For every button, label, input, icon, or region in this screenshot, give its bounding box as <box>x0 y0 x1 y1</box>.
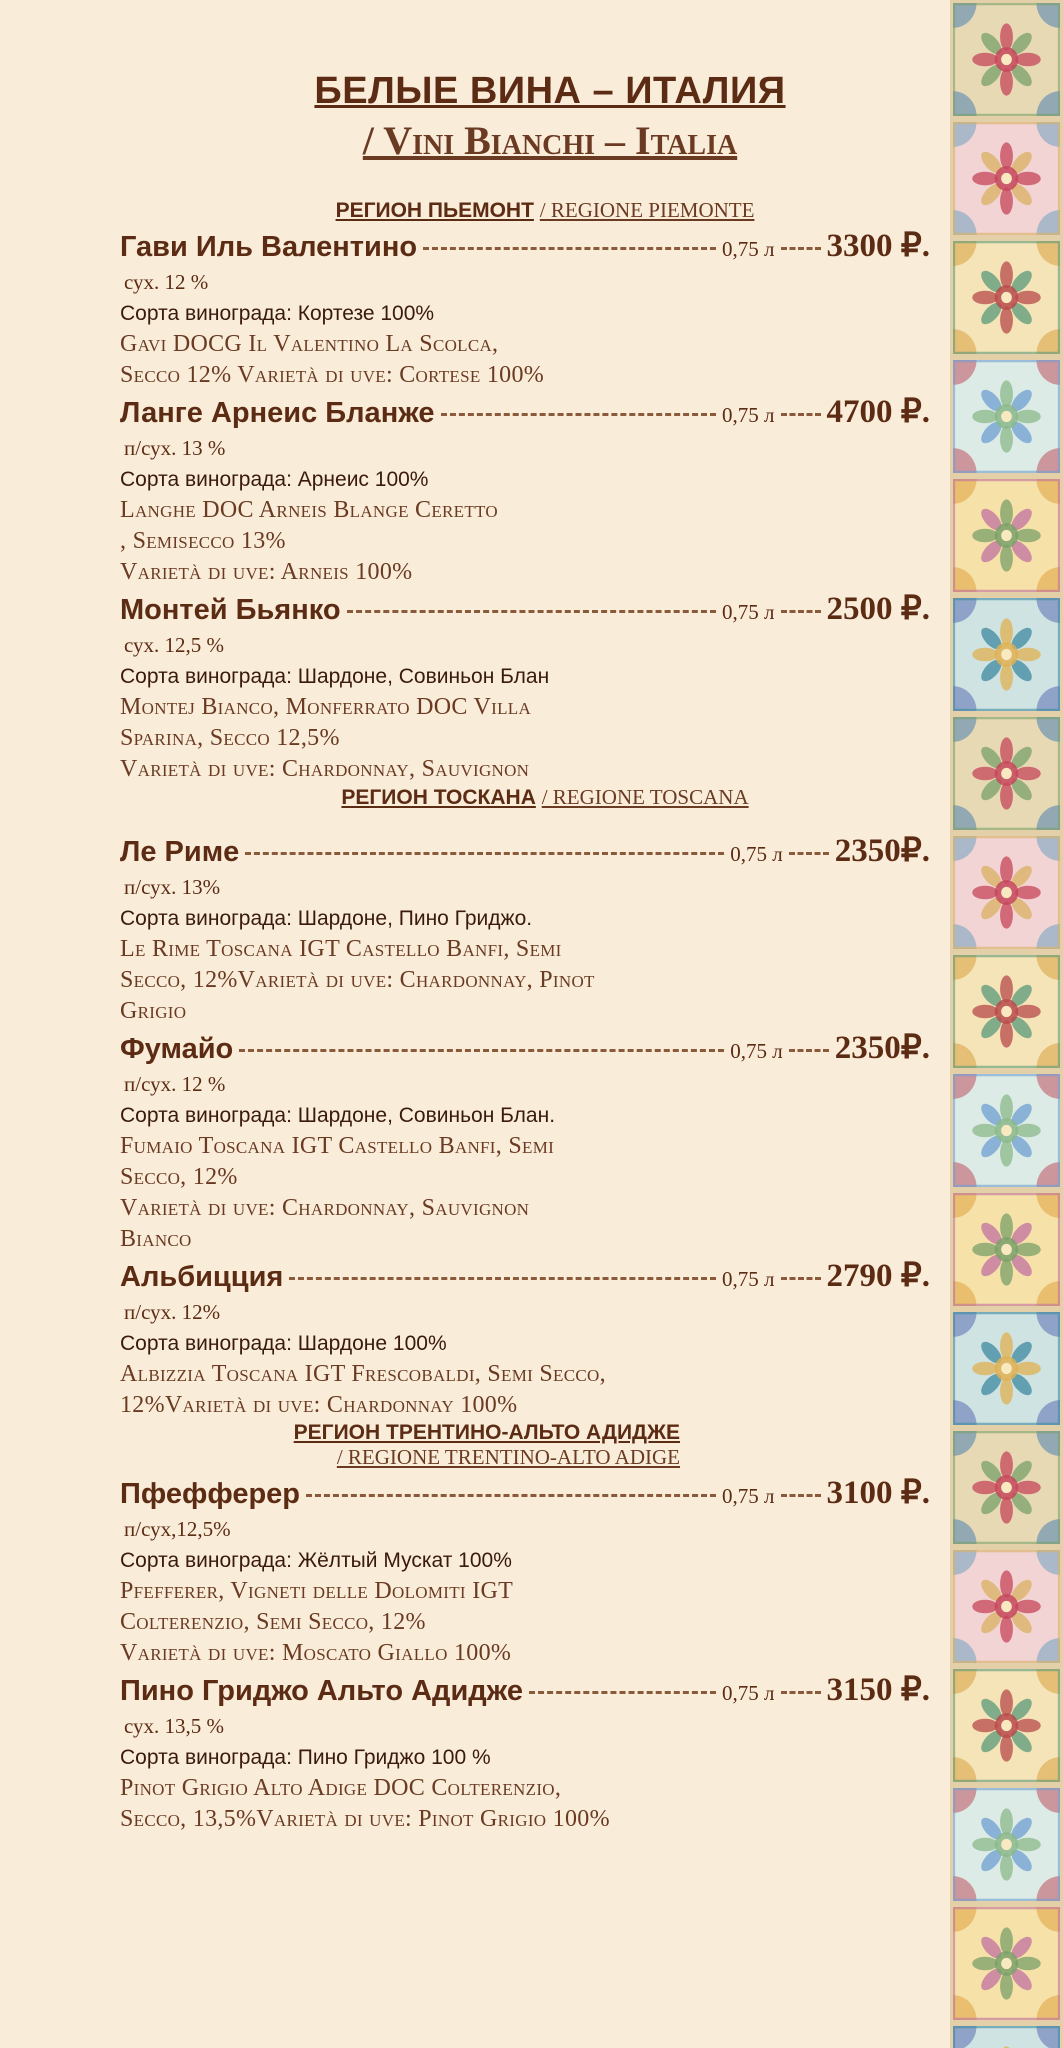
wine-name: Монтей Бьянко <box>120 594 341 626</box>
majolica-tile-icon <box>950 1666 1063 1785</box>
wine-name: Ле Риме <box>120 836 240 868</box>
leader-dots <box>781 610 821 613</box>
wine-grapes: Сорта винограда: Кортезе 100% <box>120 302 435 325</box>
majolica-tile-icon <box>950 595 1063 714</box>
wine-description-it: 12%Varietà di uve: Chardonnay 100% <box>120 1392 518 1418</box>
wine-item <box>120 225 930 391</box>
majolica-tile-icon <box>950 1309 1063 1428</box>
region-toscana <box>120 785 930 1421</box>
wine-item <box>120 1027 930 1255</box>
wine-volume: 0,75 л <box>730 1039 783 1063</box>
wine-description-it: , Semisecco 13% <box>120 528 286 554</box>
wine-description-it: Varietà di uve: Chardonnay, Sauvignon <box>120 756 530 782</box>
majolica-tile-icon <box>950 833 1063 952</box>
wine-grapes: Сорта винограда: Шардоне, Пино Гриджо. <box>120 907 533 930</box>
wine-description-it: Albizzia Toscana IGT Frescobaldi, Semi Secco, <box>120 1361 606 1387</box>
wine-name: Альбицция <box>120 1261 284 1293</box>
wine-grapes: Сорта винограда: Шардоне, Совиньон Блан. <box>120 1104 556 1127</box>
majolica-tile-icon <box>950 1190 1063 1309</box>
wine-menu <box>120 70 930 1835</box>
wine-style: п/сух. 13% <box>124 875 221 899</box>
leader-dots <box>441 413 717 416</box>
wine-volume: 0,75 л <box>722 1267 775 1291</box>
wine-description-it: Secco, 12%Varietà di uve: Chardonnay, Pinot <box>120 967 595 993</box>
wine-price: 3150 ₽. <box>826 1672 930 1708</box>
region-name-ru: РЕГИОН ПЬЕМОНТ <box>335 199 534 222</box>
wine-style: сух. 13,5 % <box>124 1714 225 1738</box>
leader-dots <box>781 1691 821 1694</box>
leader-dots <box>289 1277 716 1280</box>
region-name-it: / REGIONE PIEMONTE <box>539 198 755 222</box>
majolica-tile-icon <box>950 1547 1063 1666</box>
majolica-tile-icon <box>950 952 1063 1071</box>
wine-style: сух. 12,5 % <box>124 633 225 657</box>
majolica-tile-icon <box>950 0 1063 119</box>
wine-volume: 0,75 л <box>722 1681 775 1705</box>
region-piemonte <box>120 198 930 785</box>
wine-description-it: Montej Bianco, Monferrato DOC Villa <box>120 694 532 720</box>
region-name-it: / REGIONE TOSCANA <box>541 785 749 809</box>
majolica-tile-icon <box>950 1904 1063 2023</box>
wine-name: Пфефферер <box>120 1478 301 1510</box>
region-trentino-alto-adige <box>120 1421 930 1835</box>
page-subtitle: / Vini Bianchi – Italia <box>362 118 738 163</box>
majolica-tile-icon <box>950 1428 1063 1547</box>
wine-style: сух. 12 % <box>124 270 209 294</box>
leader-dots <box>789 1049 829 1052</box>
region-heading-ru <box>120 1421 930 1445</box>
wine-description-it: Pfefferer, Vigneti delle Dolomiti IGT <box>120 1578 514 1604</box>
wine-style: п/сух. 12% <box>124 1300 221 1324</box>
wine-item <box>120 1472 930 1669</box>
wine-item <box>120 1255 930 1421</box>
wine-price: 3100 ₽. <box>826 1475 930 1511</box>
majolica-tile-icon <box>950 714 1063 833</box>
wine-price: 4700 ₽. <box>826 394 930 430</box>
leader-dots <box>781 1494 821 1497</box>
wine-name: Ланге Арнеис Бланже <box>120 397 435 429</box>
wine-style: п/сух. 13 % <box>124 436 226 460</box>
wine-description-it: Secco, 12% <box>120 1164 238 1190</box>
majolica-tile-icon <box>950 238 1063 357</box>
leader-dots <box>781 247 821 250</box>
wine-grapes: Сорта винограда: Пино Гриджо 100 % <box>120 1746 491 1769</box>
wine-description-it: Varietà di uve: Arneis 100% <box>120 559 413 585</box>
wine-grapes: Сорта винограда: Жёлтый Мускат 100% <box>120 1549 512 1572</box>
wine-volume: 0,75 л <box>722 600 775 624</box>
wine-grapes: Сорта винограда: Шардоне, Совиньон Блан <box>120 665 550 688</box>
wine-description-it: Sparina, Secco 12,5% <box>120 725 340 751</box>
wine-name: Фумайо <box>120 1033 234 1065</box>
region-heading-it <box>120 1445 930 1470</box>
majolica-tile-icon <box>950 357 1063 476</box>
wine-style: п/сух. 12 % <box>124 1072 226 1096</box>
wine-volume: 0,75 л <box>722 237 775 261</box>
wine-description-it: Le Rime Toscana IGT Castello Banfi, Semi <box>120 936 562 962</box>
majolica-tile-icon <box>950 2023 1063 2048</box>
wine-item <box>120 588 930 785</box>
wine-price: 2350₽. <box>834 1030 930 1066</box>
leader-dots <box>245 852 724 855</box>
leader-dots <box>347 610 716 613</box>
leader-dots <box>529 1691 716 1694</box>
majolica-tile-icon <box>950 1785 1063 1904</box>
wine-description-it: Langhe DOC Arneis Blange Ceretto <box>120 497 499 523</box>
majolica-tile-border <box>950 0 1063 2048</box>
leader-dots <box>789 852 829 855</box>
wine-item <box>120 391 930 588</box>
wine-price: 3300 ₽. <box>826 228 930 264</box>
region-name-ru: РЕГИОН ТОСКАНА <box>341 786 536 809</box>
region-name-it: / REGIONE TRENTINO-ALTO ADIGE <box>336 1445 680 1469</box>
wine-volume: 0,75 л <box>722 403 775 427</box>
majolica-tile-icon <box>950 119 1063 238</box>
wine-volume: 0,75 л <box>730 842 783 866</box>
wine-item <box>120 830 930 1027</box>
region-heading <box>120 785 930 810</box>
wine-description-it: Varietà di uve: Chardonnay, Sauvignon <box>120 1195 530 1221</box>
wine-price: 2350₽. <box>834 833 930 869</box>
region-name-ru: РЕГИОН ТРЕНТИНО-АЛЬТО АДИДЖЕ <box>293 1421 680 1444</box>
wine-description-it: Fumaio Toscana IGT Castello Banfi, Semi <box>120 1133 555 1159</box>
wine-price: 2500 ₽. <box>826 591 930 627</box>
majolica-tile-icon <box>950 476 1063 595</box>
leader-dots <box>306 1494 716 1497</box>
wine-name: Пино Гриджо Альто Адидже <box>120 1675 523 1707</box>
wine-name: Гави Иль Валентино <box>120 231 418 263</box>
wine-description-it: Grigio <box>120 998 187 1024</box>
wine-description-it: Bianco <box>120 1226 192 1252</box>
leader-dots <box>239 1049 724 1052</box>
wine-description-it: Secco, 13,5%Varietà di uve: Pinot Grigio 100% <box>120 1806 610 1832</box>
page-title: БЕЛЫЕ ВИНА – ИТАЛИЯ <box>314 70 786 112</box>
wine-volume: 0,75 л <box>722 1484 775 1508</box>
wine-description-it: Colterenzio, Semi Secco, 12% <box>120 1609 426 1635</box>
wine-description-it: Gavi DOCG Il Valentino La Scolca, <box>120 331 499 357</box>
wine-grapes: Сорта винограда: Арнеис 100% <box>120 468 429 491</box>
wine-price: 2790 ₽. <box>826 1258 930 1294</box>
leader-dots <box>423 247 716 250</box>
wine-item <box>120 1669 930 1835</box>
wine-style: п/сух,12,5% <box>124 1517 231 1541</box>
wine-description-it: Secco 12% Varietà di uve: Cortese 100% <box>120 362 545 388</box>
wine-description-it: Varietà di uve: Moscato Giallo 100% <box>120 1640 512 1666</box>
leader-dots <box>781 413 821 416</box>
region-heading <box>120 198 930 223</box>
leader-dots <box>781 1277 821 1280</box>
wine-description-it: Pinot Grigio Alto Adige DOC Colterenzio, <box>120 1775 562 1801</box>
wine-grapes: Сорта винограда: Шардоне 100% <box>120 1332 447 1355</box>
majolica-tile-icon <box>950 1071 1063 1190</box>
